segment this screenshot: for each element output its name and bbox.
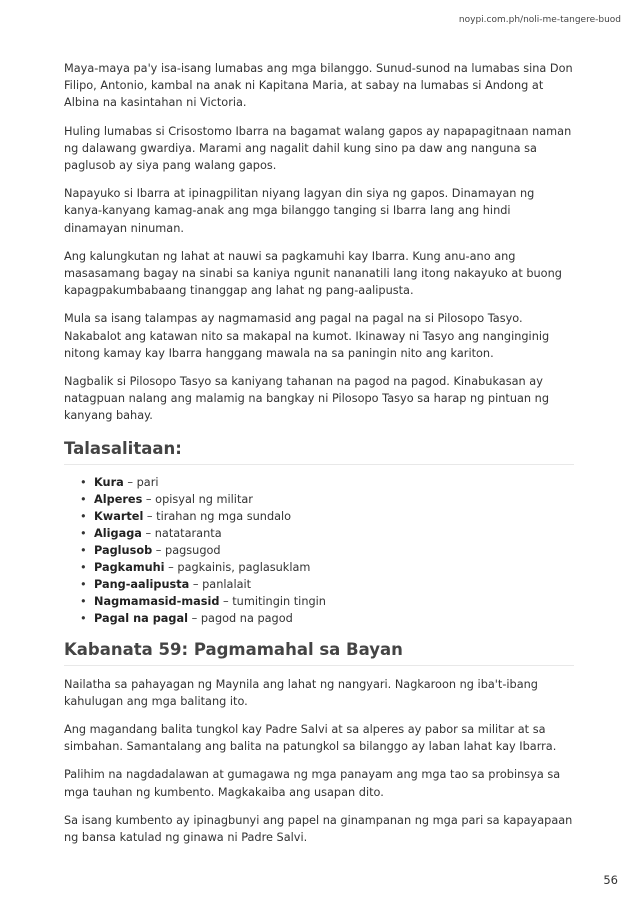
paragraph: Ang magandang balita tungkol kay Padre Salvi at sa alperes ay pabor sa militar at sa simbahan. Samantalang ang balita na patungkol sa bilanggo ay laban lahat kay Ibarra. xyxy=(64,722,557,754)
paragraph: Napayuko si Ibarra at ipinagpilitan niyang lagyan din siya ng gapos. Dinamayan ng kanya-kanyang kamag-anak ang mga bilanggo tanging si Ibarra lang ang hindi dinamayan ninuman. xyxy=(64,187,535,235)
vocab-term: Nagmamasid-masid xyxy=(94,595,220,609)
vocab-term: Pang-aalipusta xyxy=(94,578,190,592)
paragraph: Huling lumabas si Crisostomo Ibarra na bagamat walang gapos ay napapagitnaan naman ng dalawang gwardiya. Marami ang nagalit dahil kung sino pa daw ang nanguna sa paglusob ay siya pang walang gapos. xyxy=(64,124,572,173)
document-body xyxy=(64,60,574,857)
vocab-term: Aligaga xyxy=(94,526,142,540)
vocab-term: Kura xyxy=(94,475,124,489)
bullet-icon: • xyxy=(80,492,87,506)
list-item xyxy=(80,593,574,610)
list-item xyxy=(80,542,574,559)
vocab-definition: – natataranta xyxy=(141,526,222,540)
vocab-term: Alperes xyxy=(94,492,143,506)
paragraph: Maya-maya pa'y isa-isang lumabas ang mga bilanggo. Sunud-sunod na lumabas sina Don Filipo, Antonio, kambal na anak ni Kapitana Maria, at sabay na lumabas si Andong at Albina na kasintahan ni Victoria. xyxy=(64,62,573,110)
list-item xyxy=(80,525,574,542)
vocab-term: Pagkamuhi xyxy=(94,561,165,575)
bullet-icon: • xyxy=(80,475,87,489)
vocabulary-list xyxy=(64,474,574,628)
vocab-term: Paglusob xyxy=(94,544,153,558)
vocab-term: Pagal na pagal xyxy=(94,612,189,626)
kabanata-heading: Kabanata 59: Pagmamahal sa Bayan xyxy=(64,640,574,666)
bullet-icon: • xyxy=(80,612,87,626)
paragraph: Mula sa isang talampas ay nagmamasid ang pagal na pagal na si Pilosopo Tasyo. Nakabalot ang katawan nito sa makapal na kumot. Ikinaway ni Tasyo ang nanginginig nitong kamay kay Ibarra hanggang mawala na sa paningin nito ang kariton. xyxy=(64,312,550,360)
vocab-definition: – pagod na pagod xyxy=(188,612,293,626)
list-item xyxy=(80,559,574,576)
vocab-definition: – pagsugod xyxy=(152,544,221,558)
bullet-icon: • xyxy=(80,526,87,540)
list-item xyxy=(80,474,574,491)
vocab-definition: – pagkainis, paglasuklam xyxy=(164,561,311,575)
paragraph: Sa isang kumbento ay ipinagbunyi ang papel na ginampanan ng mga pari sa kapayapaan ng bansa katulad ng ginawa ni Padre Salvi. xyxy=(64,813,573,844)
vocab-definition: – panlalait xyxy=(189,578,252,592)
page-number: 56 xyxy=(603,873,618,887)
paragraph: Nailatha sa pahayagan ng Maynila ang lahat ng nangyari. Nagkaroon ng iba't-ibang kahulugan ang mga balitang ito. xyxy=(64,677,538,708)
list-item xyxy=(80,491,574,508)
bullet-icon: • xyxy=(80,561,87,575)
vocab-definition: – tumitingin tingin xyxy=(219,595,326,609)
vocab-definition: – pari xyxy=(123,475,159,489)
list-item xyxy=(80,576,574,593)
page-url: noypi.com.ph/noli-me-tangere-buod xyxy=(458,15,621,25)
paragraph: Nagbalik si Pilosopo Tasyo sa kaniyang tahanan na pagod na pagod. Kinabukasan ay natagpuan nalang ang malamig na bangkay ni Pilosopo Tasyo sa harap ng pintuan ng kanyang bahay. xyxy=(64,375,549,423)
list-item xyxy=(80,508,574,525)
bullet-icon: • xyxy=(80,595,87,609)
bullet-icon: • xyxy=(80,509,87,523)
bullet-icon: • xyxy=(80,544,87,558)
vocab-definition: – opisyal ng militar xyxy=(142,492,253,506)
list-item xyxy=(80,610,574,627)
paragraph: Palihim na nagdadalawan at gumagawa ng mga panayam ang mga tao sa probinsya sa mga tauhan ng kumbento. Magkakaiba ang usapan dito. xyxy=(64,768,561,799)
bullet-icon: • xyxy=(80,578,87,592)
vocab-term: Kwartel xyxy=(94,509,144,523)
talasalitaan-heading: Talasalitaan: xyxy=(64,439,574,465)
paragraph: Ang kalungkutan ng lahat at nauwi sa pagkamuhi kay Ibarra. Kung anu-ano ang masasamang bagay na sinabi sa kaniya ngunit nananatili lang itong nakayuko at buong kapagpakumbabaang tinanggap ang lahat ng pang-aalipusta. xyxy=(64,249,562,298)
vocab-definition: – tirahan ng mga sundalo xyxy=(143,509,292,523)
